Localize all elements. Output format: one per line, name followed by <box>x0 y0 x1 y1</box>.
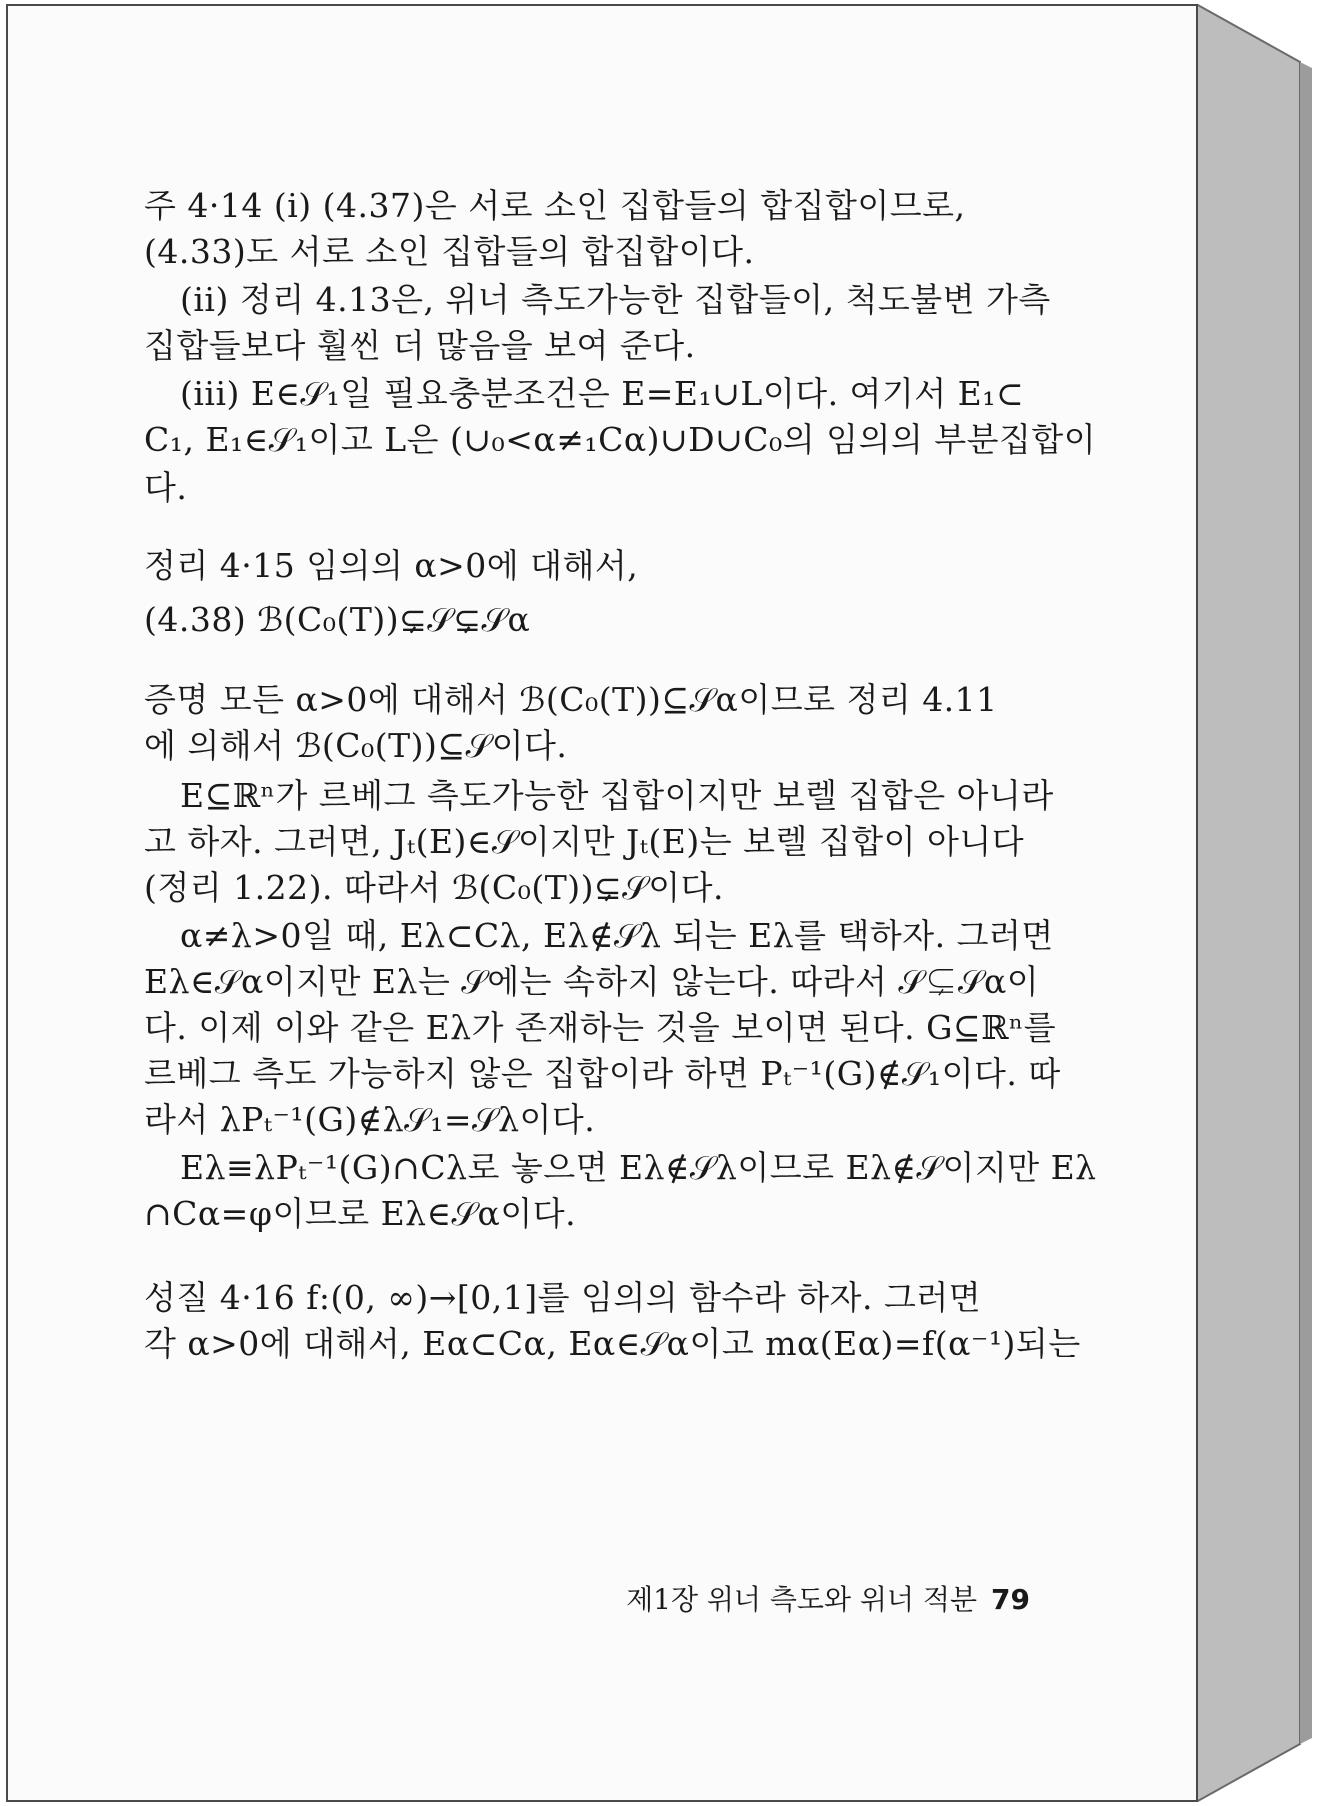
text-line: 에 의해서 ℬ(C₀(T))⊆𝒮이다. <box>144 726 568 765</box>
book-page <box>6 4 1198 1802</box>
text-line: 집합들보다 훨씬 더 많음을 보여 준다. <box>144 326 696 365</box>
text-line: (정리 1.22). 따라서 ℬ(C₀(T))⊊𝒮이다. <box>144 868 724 907</box>
running-header-chapter: 제1장 위너 측도와 위너 적분 <box>626 1583 978 1616</box>
text-line: 르베그 측도 가능하지 않은 집합이라 하면 Pₜ⁻¹(G)∉𝒮₁이다. 따 <box>144 1054 1061 1093</box>
property-heading: 성질 4·16 f:(0, ∞)→[0,1]를 임의의 함수라 하자. 그러면 <box>144 1278 982 1317</box>
page-number: 79 <box>991 1583 1030 1616</box>
text-line: (ii) 정리 4.13은, 위너 측도가능한 집합들이, 척도불변 가측 <box>180 280 1051 319</box>
text-line: Eλ≡λPₜ⁻¹(G)∩Cλ로 놓으면 Eλ∉𝒮λ이므로 Eλ∉𝒮이지만 Eλ <box>180 1148 1097 1187</box>
text-line: 라서 λPₜ⁻¹(G)∉λ𝒮₁=𝒮λ이다. <box>144 1100 596 1139</box>
text-line: 다. <box>144 468 188 507</box>
text-line: 증명 모든 α>0에 대해서 ℬ(C₀(T))⊆𝒮α이므로 정리 4.11 <box>144 680 998 719</box>
text-line: (4.33)도 서로 소인 집합들의 합집합이다. <box>144 232 755 271</box>
equation-4-38: (4.38) ℬ(C₀(T))⊊𝒮⊊𝒮α <box>144 600 531 639</box>
text-line: Eλ∈𝒮α이지만 Eλ는 𝒮에는 속하지 않는다. 따라서 𝒮⊊𝒮α이 <box>144 962 1040 1001</box>
page-edge-shadow <box>1196 4 1330 1802</box>
theorem-heading: 정리 4·15 임의의 α>0에 대해서, <box>144 546 639 585</box>
text-line: (iii) E∈𝒮₁일 필요충분조건은 E=E₁∪L이다. 여기서 E₁⊂ <box>180 374 1025 413</box>
text-line: C₁, E₁∈𝒮₁이고 L은 (∪₀<α≠₁Cα)∪D∪C₀의 임의의 부분집합이 <box>144 420 1097 459</box>
text-line: 고 하자. 그러면, Jₜ(E)∈𝒮이지만 Jₜ(E)는 보렐 집합이 아니다 <box>144 822 1025 861</box>
text-line: 각 α>0에 대해서, Eα⊂Cα, Eα∈𝒮α이고 mα(Eα)=f(α⁻¹)되는 <box>144 1324 1081 1363</box>
page-footer <box>580 1580 1030 1620</box>
text-line: α≠λ>0일 때, Eλ⊂Cλ, Eλ∉𝒮λ 되는 Eλ를 택하자. 그러면 <box>180 916 1054 955</box>
text-line: ∩Cα=φ이므로 Eλ∈𝒮α이다. <box>144 1194 577 1233</box>
text-line: E⊆ℝⁿ가 르베그 측도가능한 집합이지만 보렐 집합은 아니라 <box>180 776 1054 815</box>
text-line: 다. 이제 이와 같은 Eλ가 존재하는 것을 보이면 된다. G⊆ℝⁿ를 <box>144 1008 1057 1047</box>
text-line: 주 4·14 (i) (4.37)은 서로 소인 집합들의 합집합이므로, <box>144 186 966 225</box>
